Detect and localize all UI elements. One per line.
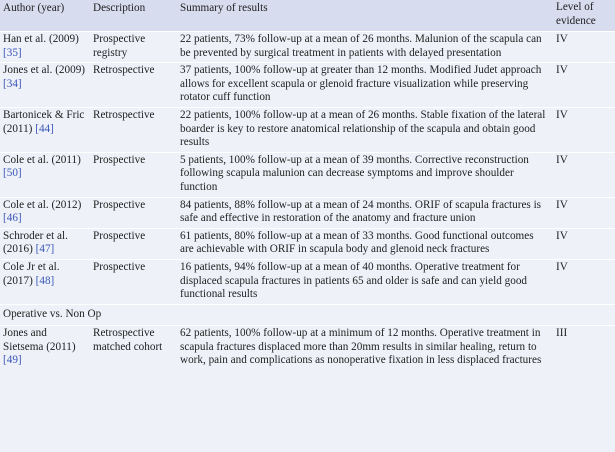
reference-link[interactable]: [35] [3,46,22,59]
cell-description: Prospective [93,260,146,273]
cell-evidence: IV [556,229,568,242]
author-text: Jones and Sietsema (2011) [3,327,76,353]
author-text: Bartonicek & Fric (2011) [3,108,85,135]
reference-link[interactable]: [50] [3,167,22,180]
table-header [0,0,615,32]
reference-link[interactable]: [47] [35,243,55,256]
table-row [0,259,615,304]
cell-evidence: IV [556,260,568,273]
header-author: Author (year) [3,2,65,14]
cell-description: Prospective [93,229,146,242]
header-evidence: Level of evidence [556,1,596,27]
table-body [0,32,615,371]
cell-evidence: III [556,327,568,340]
cell-description: Prospective [93,198,146,211]
table-row [0,228,615,259]
cell-evidence: IV [556,198,568,211]
cell-author [0,228,90,259]
cell-author [0,259,90,304]
cell-summary: 84 patients, 88% follow-up at a mean of 24 months. ORIF of scapula fractures is safe and effective in restoration of the anatomy and fracture union [180,198,542,225]
reference-link[interactable]: [46] [3,212,22,225]
cell-summary: 22 patients, 73% follow-up at a mean of 26 months. Malunion of the scapula can be prevented by surgical treatment in patients with delayed presentation [180,33,542,59]
cell-author [0,107,90,152]
author-text: Cole Jr et al. (2017) [3,260,60,287]
cell-summary: 37 patients, 100% follow-up at greater than 12 months. Modified Judet approach allows for excellent scapula or glenoid fracture visualization while preserving rotator cuff function [180,64,542,104]
cell-description: Retrospective [93,108,155,121]
author-text: Han et al. (2009) [3,33,79,45]
cell-summary: 22 patients, 100% follow-up at a mean of 26 months. Stable fixation of the lateral boarder is key to restore anatomical relationship of the scapula and obtain good results [180,108,546,149]
cell-evidence: IV [556,33,568,45]
table-row [0,152,615,197]
author-text: Cole et al. (2012) [3,198,82,211]
author-text: Cole et al. (2011) [3,153,81,166]
table-row [0,197,615,228]
cell-author [0,326,90,370]
cell-evidence: IV [556,153,568,166]
cell-evidence: IV [556,108,568,121]
cell-summary: 62 patients, 100% follow-up at a minimum of 12 months. Operative treatment in scapula fractures displaced more than 20mm results in similar healing, return to work, pain and complications as nonoperative fixation in less displaced fractures [180,327,542,367]
cell-description: Retrospective matched cohort [93,327,163,353]
table-row [0,63,615,108]
cell-description: Prospective registry [93,33,146,59]
cell-summary: 61 patients, 80% follow-up at a mean of 33 months. Good functional outcomes are achievable with ORIF in scapula body and glenoid neck fractures [180,229,534,256]
cell-summary: 16 patients, 94% follow-up at a mean of 40 months. Operative treatment for displaced scapula fractures in patients 65 and older is safe and can yield good functional results [180,260,528,301]
reference-link[interactable]: [44] [35,122,54,135]
section-label: Operative vs. Non Op [3,307,102,320]
cell-author [0,152,90,197]
cell-author [0,32,90,63]
cell-description: Retrospective [93,64,155,77]
author-text: Schroder et al. (2016) [3,229,68,256]
header-row [0,0,615,32]
cell-evidence: IV [556,64,568,77]
section-row [0,304,615,326]
reference-link[interactable]: [48] [35,274,55,287]
reference-link[interactable]: [49] [3,354,22,367]
cell-description: Prospective [93,153,146,166]
cell-author [0,63,90,108]
cell-summary: 5 patients, 100% follow-up at a mean of 39 months. Corrective reconstruction following scapula malunion can decrease symptoms and improve shoulder function [180,153,529,193]
table-row [0,326,615,370]
cell-author [0,197,90,228]
table-row [0,32,615,63]
table-row [0,107,615,152]
reference-link[interactable]: [34] [3,77,22,90]
author-text: Jones et al. (2009) [3,64,86,77]
header-description: Description [93,2,146,14]
header-summary: Summary of results [180,2,268,14]
